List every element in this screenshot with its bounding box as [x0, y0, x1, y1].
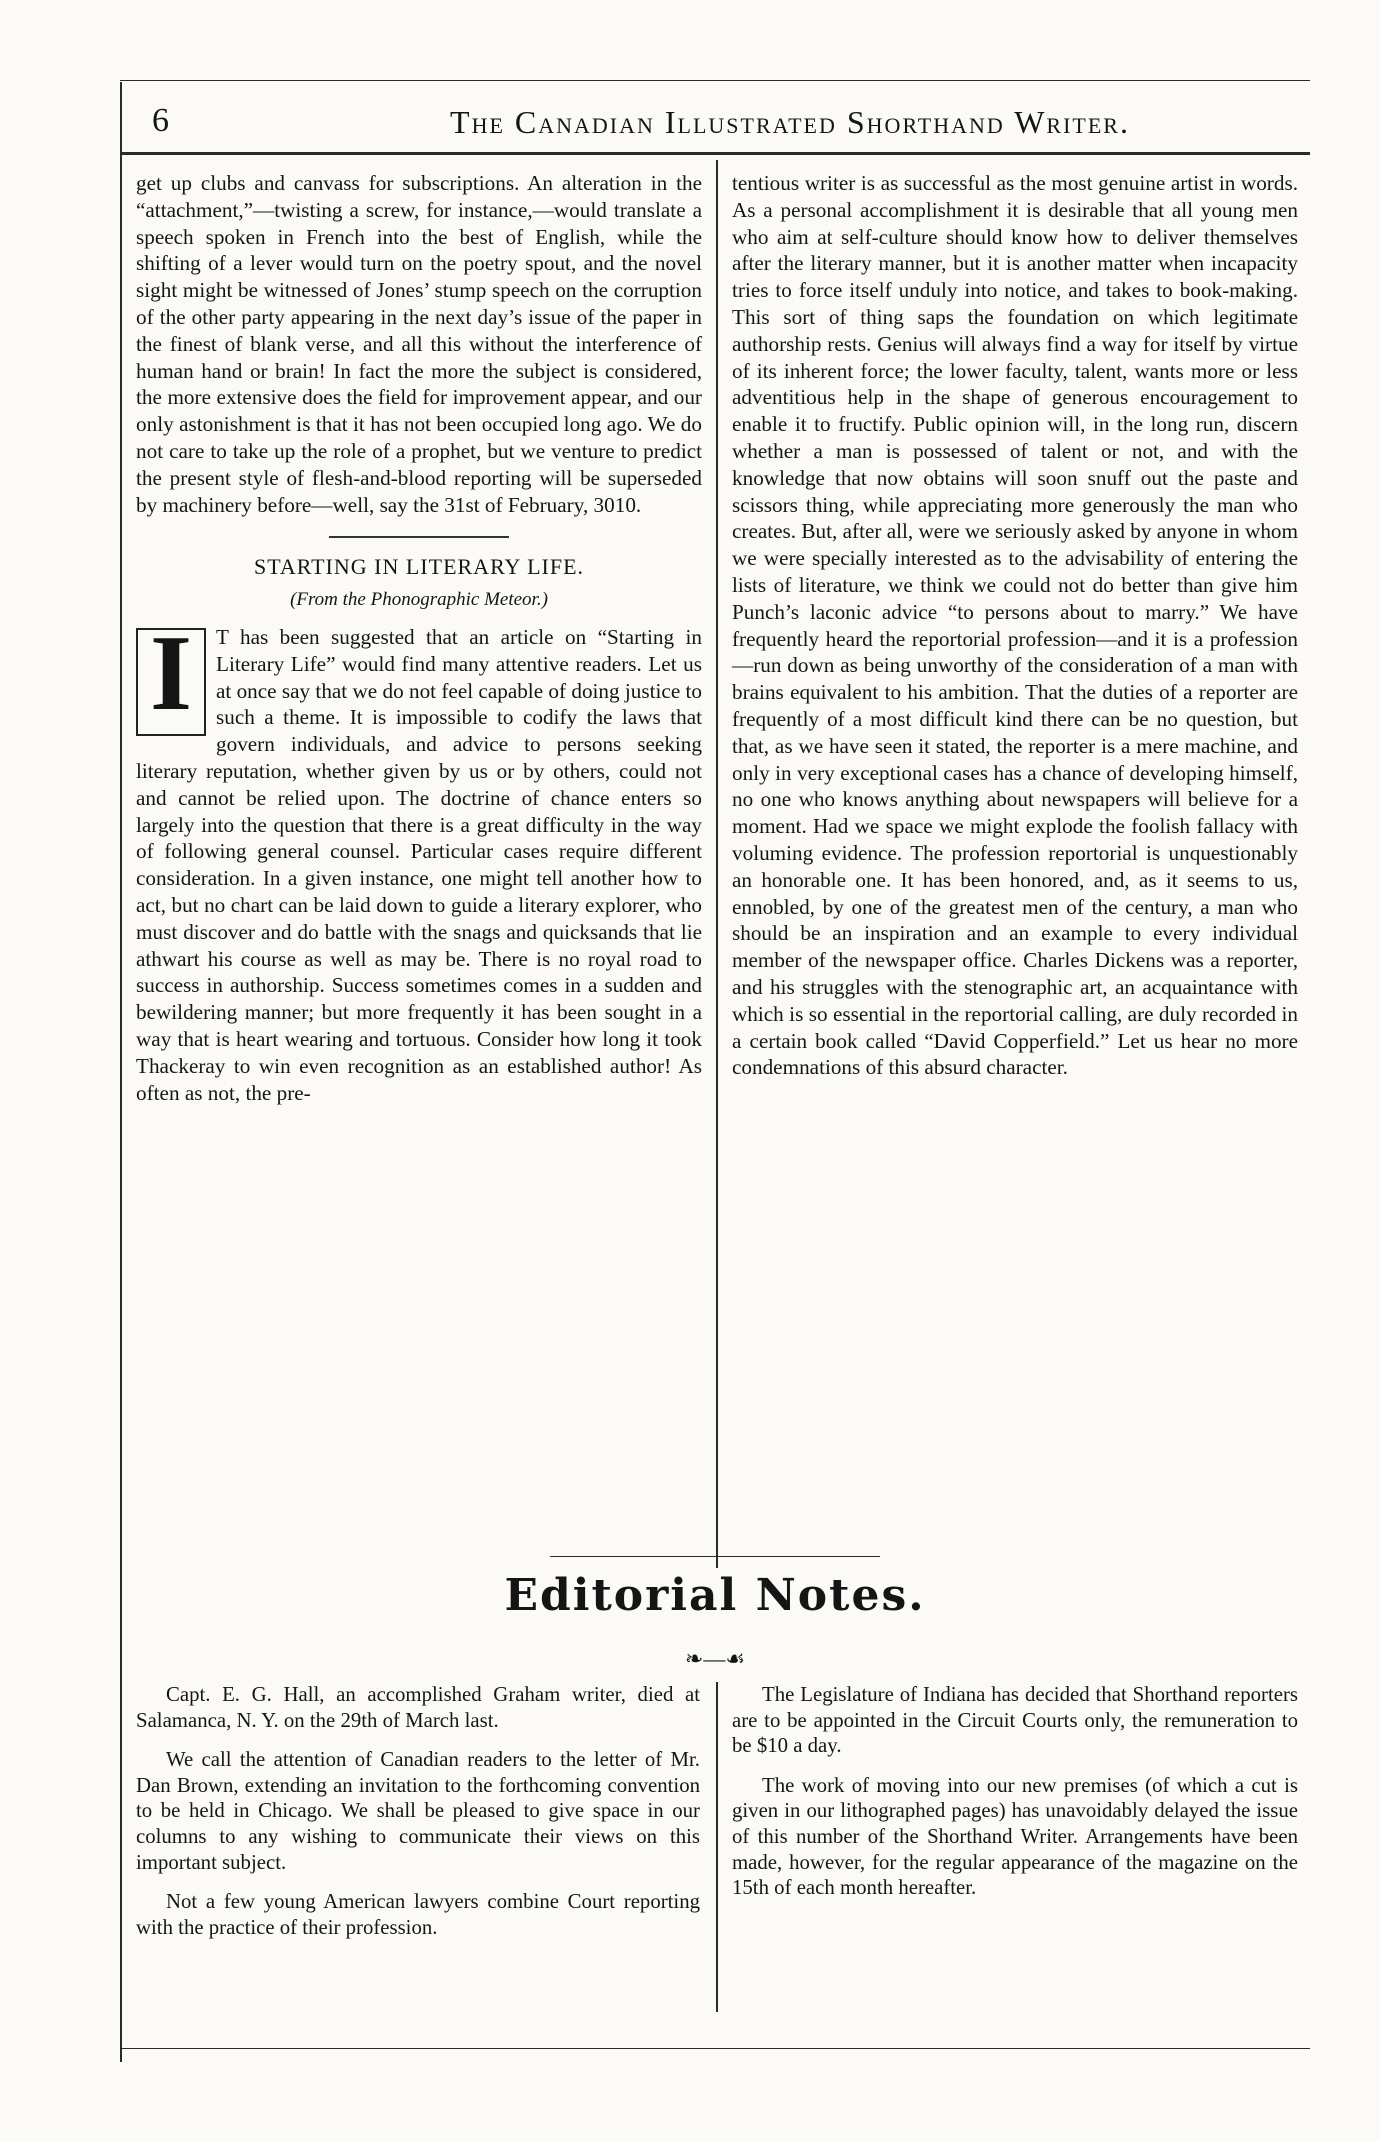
drop-cap: I [136, 628, 206, 736]
note-item: The Legislature of Indiana has decided that Shorthand reporters are to be appointed in the Circuit Courts only, the remuneration to be $10 a day. [732, 1683, 1298, 1758]
editorial-left-notes [136, 1682, 700, 1954]
article-title: STARTING IN LITERARY LIFE. [253, 554, 585, 580]
column-divider [716, 160, 718, 1568]
publication-title: The Canadian Illustrated Shorthand Writer. [450, 104, 1130, 140]
note-item: Capt. E. G. Hall, an accomplished Graham writer, died at Salamanca, N. Y. on the 29th of March last. [136, 1683, 700, 1732]
footer-rule [120, 2048, 1310, 2049]
editorial-right-notes [732, 1682, 1298, 1915]
article-source: (From the Phonographic Meteor.) [290, 589, 548, 611]
note-item: We call the attention of Canadian readers to the letter of Mr. Dan Brown, extending an invitation to the forthcoming convention to be held in Chicago. We shall be pleased to give space in our columns to any wishing to communicate their views on this important subject. [136, 1748, 700, 1874]
editorial-top-rule [550, 1556, 880, 1557]
right-column [732, 170, 1298, 1081]
page-number: 6 [152, 102, 169, 139]
header-top-rule [120, 80, 1310, 81]
article-continuation: tentious writer is as successful as the most genuine artist in words. As a personal accomplishment it is desirable that all young men who aim at self-culture should know how to deliver themselves after the literary manner, but it is another matter when incapacity tries to force itself unduly into notice, and takes to book-making. This sort of thing saps the foundation on which legitimate authorship rests. Genius will always find a way for itself by virtue of its inherent force; the lower faculty, talent, wants more or less adventitious help in the shape of generous encouragement to enable it to fructify. Public opinion will, in the long run, discern whether a man is possessed of talent or not, and with the knowledge that now obtains will soon snuff out the paste and scissors thing, while appreciating more generously the man who creates. But, after all, were we seriously asked by anyone in whom we were specially interested as to the advisability of entering the lists of literature, we think we could not do better than give him Punch’s laconic advice “to persons about to marry.” We have frequently heard the reportorial profession—and it is a profession—run down as being unworthy of the consideration of a man with brains equivalent to his ambition. That the duties of a reporter are frequently of a most difficult kind there can be no question, but that, as we have seen it stated, the reporter is a mere machine, and only in very exceptional cases has a chance of developing himself, no one who knows anything about newspapers will believe for a moment. Had we space we might explode the foolish fallacy with voluming evidence. The profession reportorial is unquestionably an honorable one. It has been honored, and, as it seems to us, ennobled, by one of the greatest men of the century, a man who should be an inspiration and an example to every individual member of the newspaper office. Charles Dickens was a reporter, and his struggles with the stenographic art, an acquaintance with which is so essential in the reportorial calling, are duly recorded in a certain book called “David Copperfield.” Let us hear no more condemnations of this absurd character. [732, 171, 1298, 1080]
left-border-rule [120, 82, 122, 2062]
notes-column-divider [716, 1682, 718, 2012]
page [120, 70, 1310, 2060]
editorial-heading: Editorial Notes. [504, 1570, 926, 1621]
running-header [120, 70, 1310, 150]
continued-paragraph: get up clubs and canvass for subscriptions. An alteration in the “attachment,”—twisting a screw, for instance,—would translate a speech spoken in French into the best of English, while the shifting of a lever would turn on the poetry spout, and the novel sight might be witnessed of Jones’ stump speech on the corruption of the other party appearing in the next day’s issue of the paper in the finest of blank verse, and all this without the interference of human hand or brain! In fact the more the subject is considered, the more extensive does the field for improvement appear, and our only astonishment is that it has not been occupied long ago. We do not care to take up the role of a prophet, but we venture to predict the present style of flesh-and-blood reporting will be superseded by machinery before—well, say the 31st of February, 3010. [136, 171, 702, 517]
note-item: The work of moving into our new premises (of which a cut is given in our lithographed pages) has unavoidably delayed the issue of this number of the Shorthand Writer. Arrangements have been made, however, for the regular appearance of the magazine on the 15th of each month hereafter. [732, 1773, 1298, 1900]
header-bottom-rule [120, 152, 1310, 155]
editorial-ornament: ❧—☙ [684, 1646, 746, 1671]
article-first-paragraph: I T has been suggested that an article on “Starting in Literary Life” would find many attentive readers. Let us at once say that we do not feel capable of doing justice to such a theme. It is impossible to codify the laws that govern individuals, and advice to persons seeking literary reputation, whether given by us or by others, could not and cannot be relied upon. The doctrine of chance enters so largely into the question that there is a great difficulty in the way of following general counsel. Particular cases require different consideration. In a given instance, one might tell another how to act, but no chart can be laid down to guide a literary explorer, who must discover and do battle with the snags and quicksands that lie athwart his course as well as may be. There is no royal road to success in authorship. Success sometimes comes in a sudden and bewildering manner; but more frequently it has been sought in a way that is heart wearing and tortuous. Consider how long it took Thackeray to win even recognition as an established author! As often as not, the pre- [136, 613, 702, 1105]
note-item: Not a few young American lawyers combine Court reporting with the practice of their profession. [136, 1890, 700, 1939]
left-column [136, 170, 702, 1106]
section-divider [329, 536, 509, 538]
